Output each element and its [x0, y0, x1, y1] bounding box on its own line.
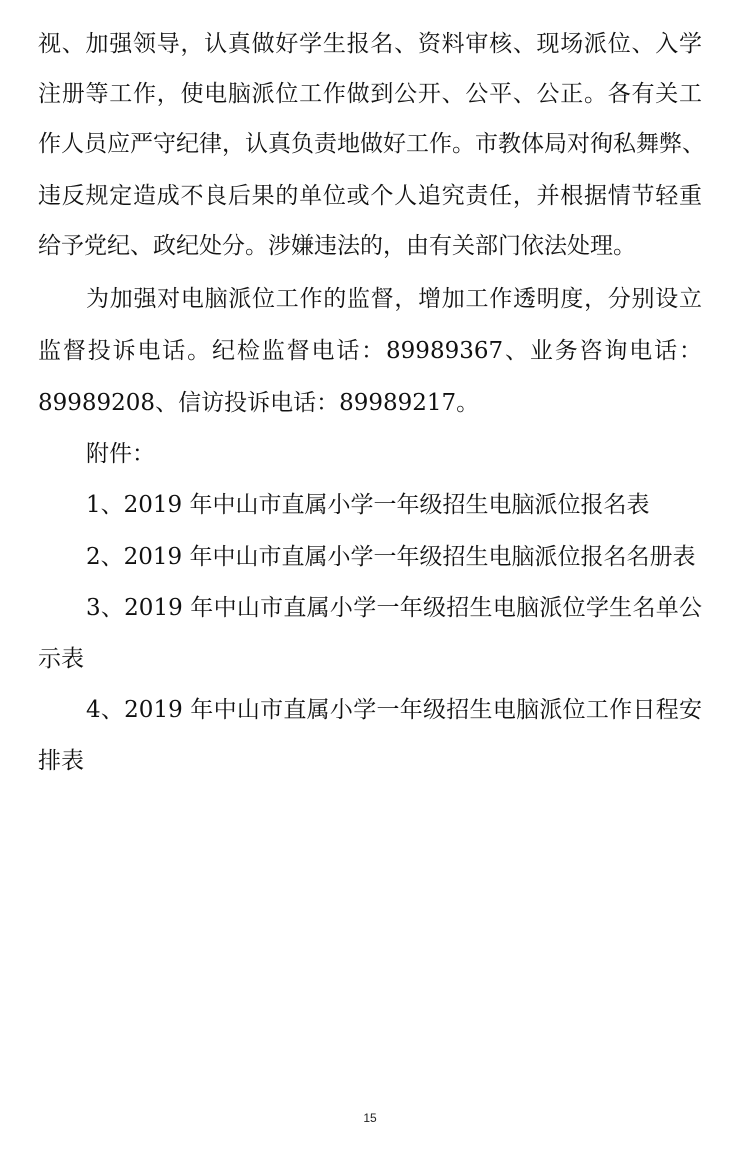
page-number: 15 [363, 1111, 377, 1125]
paragraph-line: 作人员应严守纪律，认真负责地做好工作。市教体局对徇私舞弊、 [38, 131, 705, 157]
attachments-heading: 附件： [86, 441, 155, 467]
attachment-item: 1、2019 年中山市直属小学一年级招生电脑派位报名表 [86, 492, 650, 518]
paragraph-line: 给予党纪、政纪处分。涉嫌违法的，由有关部门依法处理。 [38, 233, 636, 259]
attachment-item-continuation: 示表 [38, 646, 84, 672]
attachment-item-continuation: 排表 [38, 748, 84, 774]
paragraph-line: 89989208、信访投诉电话：89989217。 [38, 390, 480, 416]
attachment-item: 3、2019 年中山市直属小学一年级招生电脑派位学生名单公 [86, 595, 702, 621]
attachment-item: 4、2019 年中山市直属小学一年级招生电脑派位工作日程安 [86, 697, 702, 723]
paragraph-line: 注册等工作，使电脑派位工作做到公开、公平、公正。各有关工 [38, 81, 702, 107]
paragraph-line: 违反规定造成不良后果的单位或个人追究责任，并根据情节轻重 [38, 183, 702, 209]
paragraph-line: 监督投诉电话。纪检监督电话：89989367、业务咨询电话： [38, 338, 702, 364]
paragraph-line: 为加强对电脑派位工作的监督，增加工作透明度，分别设立 [86, 286, 702, 312]
attachment-item: 2、2019 年中山市直属小学一年级招生电脑派位报名名册表 [86, 544, 696, 570]
paragraph-line: 视、加强领导，认真做好学生报名、资料审核、现场派位、入学 [38, 31, 702, 57]
